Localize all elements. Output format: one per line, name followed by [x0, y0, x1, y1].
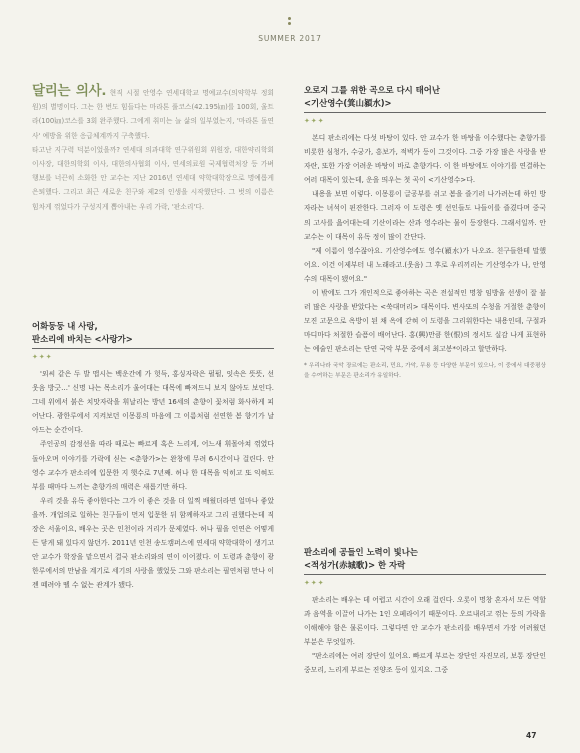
ornament-icon: ✦✦✦ — [32, 353, 53, 361]
intro-lead: 달리는 의사. — [32, 83, 107, 99]
intro-block — [32, 84, 274, 214]
section-divider — [304, 112, 546, 113]
left-section-title-line1: 어화둥둥 내 사랑, — [32, 321, 98, 331]
right-top-title-line1: 오로지 그를 위한 곡으로 다시 태어난 — [304, 85, 440, 95]
footnote: * 우리나라 국악 장르에는 판소리, 민요, 가악, 무용 등 다양한 부문이 있으나, 이 중에서 대중평상을 수여하는 부문은 판소리가 유일하다. — [304, 362, 546, 379]
right-top-title-line2: <기산영수(箕山潁水)> — [304, 98, 392, 108]
right-paragraph-3: "제 이름이 영수잖아요. 기산영수에도 영수(潁水)가 나오죠. 친구들한테 말했어요. 이건 이제부터 내 노래라고.(웃음) 그 후로 우리끼리는 기산영수가 나, 안영수의 대목이 됐어요." — [304, 246, 546, 283]
left-section-title-line2: 판소리에 바치는 <사랑가> — [32, 334, 133, 344]
right-bottom-title-line2: <적성가(赤城歌)> 한 자락 — [304, 560, 406, 570]
left-paragraph-1: '외씨 같은 두 발 맵시는 백운간에 가 헛득, 홍싱자락은 펄펄, 잇속은 뜻뜻, 선웃음 방긋…' 신명 나는 목소리가 울어대는 대목에 빠져드니 보지 않아도 보인다. 그네 위에서 붉은 치맛자락을 휘날리는 방년 16세의 춘향이 꽃처럼 화사하게 피어난다. 광한루에서 지켜보던 이몽룡의 마음에 그 이름처럼 선연한 봄 향기가 날아드는 순간이다. — [32, 370, 274, 435]
right-paragraph-4: 이 밖에도 그가 개인적으로 좋아하는 곡은 전설적인 명창 임방울 선생이 잘 불러 많은 사랑을 받았다는 <쑥대머리> 대목이다. 변사또의 수청을 거절한 춘향이 모진 고문으로 옥방이 된 채 옥에 갇혀 이 도령을 그리워한다는 내용인데, 구절과 마디마다 처절한 슬픔이 배어난다. 홍(興)만큼 한(恨)의 정서도 실감 나게 표현하는 예술인 판소리는 단연 국악 부문 중에서 최고봉*이라고 할만하다. — [304, 289, 546, 354]
section-divider — [304, 574, 546, 575]
right-bottom-title-line1: 판소리에 공들인 노력이 빛나는 — [304, 547, 418, 557]
section-divider — [32, 348, 274, 349]
ornament-icon: ✦✦✦ — [304, 117, 325, 125]
right-paragraph-1: 본디 판소리에는 다섯 바탕이 있다. 안 교수가 한 바탕을 이수했다는 춘향가를 비롯한 심청가, 수궁가, 흥보가, 적벽가 등이 그것이다. 그중 가장 많은 사랑을 받자란, 또한 가장 어려운 바탕이 바로 춘향가다. 이 한 바탕에도 이야기를 연결하는 여러 대목이 있는데, 운을 띄우는 첫 곡이 <기산영수>다. — [304, 134, 546, 185]
header-dots-ornament — [288, 17, 291, 27]
right-bottom-paragraph-1: 판소리는 배우는 데 어렵고 시간이 오래 걸린다. 오롯이 명창 혼자서 모든 역할과 음역을 이끌어 나가는 1인 오페라이기 때문이다. 오르내리고 꺾는 등의 가락을 이해해야 함은 물론이다. 그렇다면 안 교수가 판소리를 배우면서 가장 어려웠던 부분은 무엇일까. — [304, 596, 546, 647]
left-section — [32, 320, 274, 593]
intro-paragraph — [32, 84, 274, 143]
right-top-section — [304, 84, 546, 381]
intro-paragraph-2: 타고난 지구력 덕분이었을까? 연세대 의과대학 연구위원회 위원장, 대한약리학회 이사장, 대한의학회 이사, 대한의사협회 이사, 연세의료원 국제협력처장 등 가벼 행보를 너끈히 소화한 안 교수는 지난 2016년 연세대 약학대학장으로 명예롭게 은퇴했다. 그리고 최근 새로운 친구와 제2의 인생을 시작했단다. 그 벗의 이름은 힘차게 꺾었다가 구성지게 뽑아내는 우리 가락, '판소리'다. — [32, 145, 274, 211]
left-paragraph-3: 우리 것을 유독 좋아한다는 그가 이 좋은 것을 더 일찍 배웠더라면 얼마나 좋았을까. 개업의로 일하는 친구들이 먼저 입문한 뒤 함께하자고 그리 권했다는데 직장은 서울이요, 배우는 곳은 인천이라 거리가 문제였다. 허나 필을 인연은 어떻게든 닿게 돼 있다지 않던가. 2011년 인천 송도캠퍼스에 연세대 약학대학이 생기고 안 교수가 학장을 맡으면서 결국 판소리와의 연이 이어졌다. 이 도령과 춘향이 광한루에서의 만남을 계기로 세기의 사랑을 했었듯 그와 판소리는 필연처럼 만나 이젠 떼려야 뗄 수 없는 관계가 됐다. — [32, 496, 274, 590]
ornament-icon: ✦✦✦ — [304, 579, 325, 587]
left-paragraph-2: 주인공의 감정선을 따라 때로는 빠르게 혹은 느리게, 어느새 휘몰아쳐 꺾였다 돌아오며 이야기를 가락에 싣는 <춘향가>는 완창에 무려 6시간이나 걸린다. 안영수 교수가 판소리에 입문한 지 햇수로 7년째. 허나 한 대목을 익히고 또 익혀도 부를 때마다 느끼는 춘향가의 매력은 새롭기만 하다. — [32, 440, 274, 491]
right-paragraph-2: 내용을 보면 이렇다. 이몽룡이 글공부를 쉬고 봄을 즐기러 나가려는데 하인 방자라는 녀석이 핀잔한다. 그러자 이 도령은 옛 선인들도 나들이를 즐겼다며 중국의 고사를 읊어대는데 기산이라는 산과 영수라는 물이 등장한다. 그래서일까. 안 교수는 이 대목이 유독 정이 많이 간단다. — [304, 190, 546, 241]
right-bottom-section — [304, 546, 546, 678]
page-number: 47 — [526, 731, 537, 740]
issue-label: SUMMER 2017 — [258, 34, 322, 43]
right-bottom-paragraph-2: "판소리에는 여러 장단이 있어요. 빠르게 부르는 장단인 자진모리, 보통 장단인 중모리, 느리게 부르는 진양조 등이 있지요. 그중 — [304, 652, 546, 675]
intro-text: 현직 시절 안영수 연세대학교 명예교수(의약학부 정회원)의 별명이다. 그는 한 번도 힘들다는 마라톤 풀코스(42.195㎞)를 100회, 울트라(100㎞)코스를 3회 완주했다. 그에게 취미는 늘 삶의 일부였는지, '마라톤 돌연사' 예방을 위한 응급체계까지 구축했다. — [32, 89, 274, 140]
